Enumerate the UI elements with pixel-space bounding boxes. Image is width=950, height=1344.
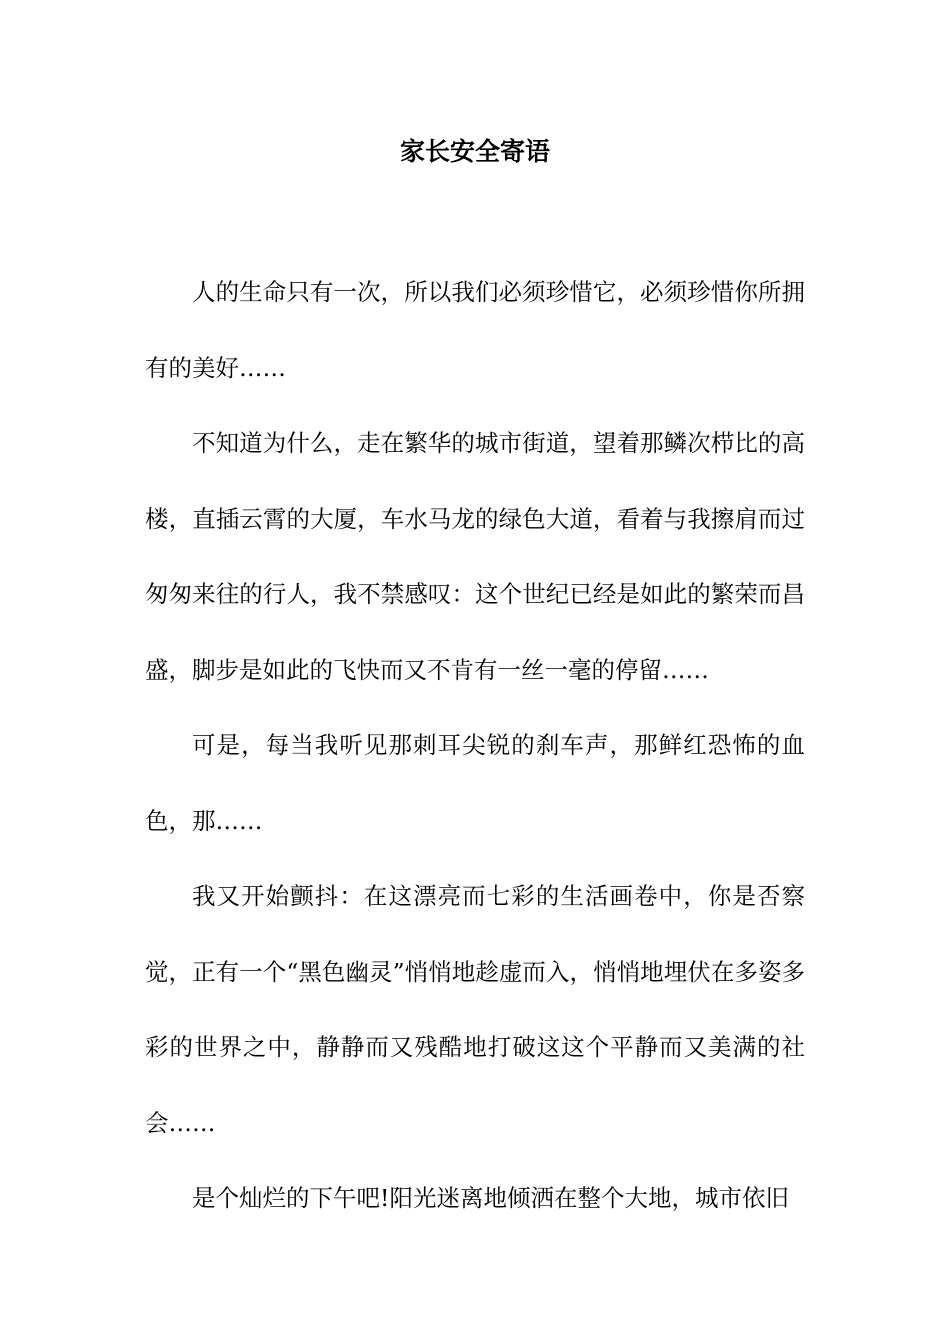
paragraph-4: 我又开始颤抖：在这漂亮而七彩的生活画卷中，你是否察觉，正有一个“黑色幽灵”悄悄地趁虚而入，悄悄地埋伏在多姿多彩的世界之中，静静而又残酷地打破这这个平静而又美满的社会…… bbox=[145, 882, 805, 1137]
paragraph-5: 是个灿烂的下午吧!阳光迷离地倾洒在整个大地，城市依旧 bbox=[192, 1184, 789, 1212]
paragraph-3: 可是，每当我听见那刺耳尖锐的刹车声，那鲜红恐怖的血色，那…… bbox=[145, 731, 805, 835]
paragraph-1: 人的生命只有一次，所以我们必须珍惜它，必须珍惜你所拥有的美好…… bbox=[145, 278, 805, 382]
paragraph-2: 不知道为什么，走在繁华的城市街道，望着那鳞次栉比的高楼，直插云霄的大厦，车水马龙的绿色大道，看着与我擦肩而过匆匆来往的行人，我不禁感叹：这个世纪已经是如此的繁荣而昌盛，脚步是如此的飞快而又不肯有一丝一毫的停留…… bbox=[145, 429, 805, 684]
document-title: 家长安全寄语 bbox=[399, 137, 550, 166]
document-body bbox=[145, 255, 805, 1237]
